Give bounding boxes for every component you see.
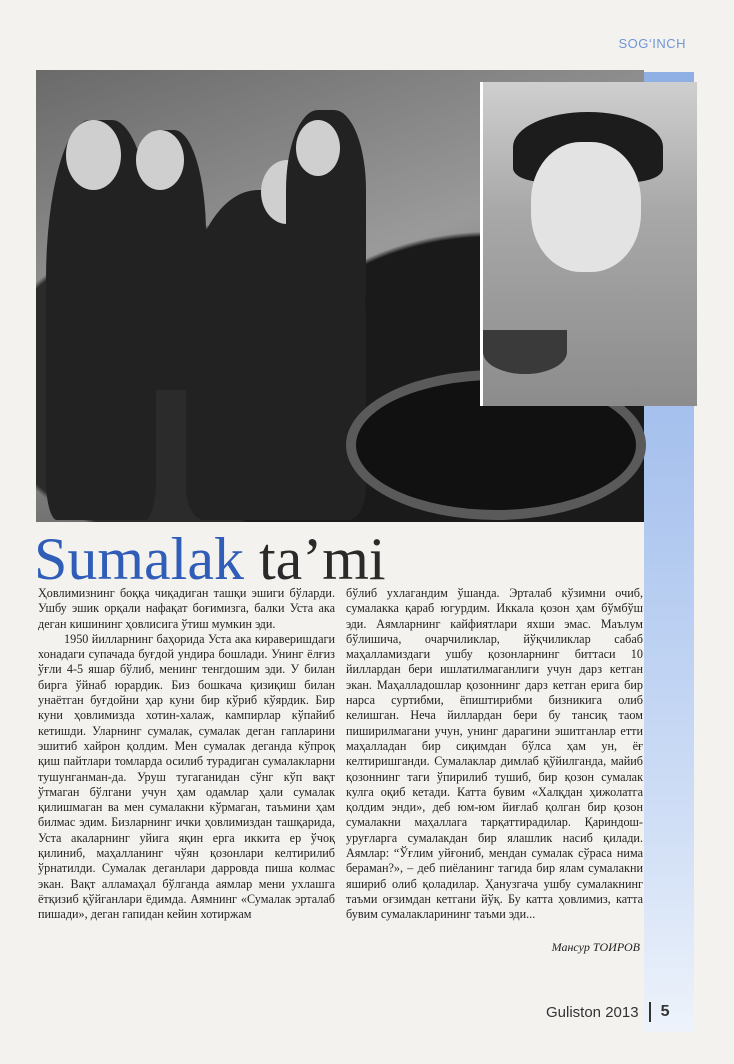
page-number: 5 [660, 1003, 670, 1020]
girl-tasting-photo [480, 82, 697, 406]
page-footer [546, 1002, 669, 1022]
paragraph: бўлиб ухлагандим ўшанда. Эрталаб кўзимни очиб, сумалакка қараб югурдим. Иккала қозон ҳам бўмбўш эди. Аямларнинг кайфиятлари яхши эмас. Маълум бўлишича, очарчиликлар, йўқчиликлар сабаб маҳалламиздаги ушбу қозонларнинг биттаси 10 йиллардан бери ишлатилмаганлиги учун дарз кетган экан. Маҳалладошлар қозоннинг дарз кетган ерига бир нарса суртибми, ёпиштирибми бизникига олиб келишган. Неча йиллардан бери бу тансиқ таом пиширилмагани учун, унинг дарагини эшитганлар етти маҳалладан бир сиқимдан бўлса ҳам ун, ёғ келтиришганди. Сумалаклар димлаб қўйилганда, майиб қозоннинг таги ўпирилиб тушиб, бир қозон сумалак кулга оқиб кетади. Катта бувим «Халқдан ҳижолатга қолдим энди», деб юм-юм йиғлаб қолган бир қозон сумалакни маҳаллага тарқаттирадилар. Қариндош-уруғларга сумалакдан бир ялашлик насиб қилади. Аямлар: “Ўғлим уйғониб, мендан сумалак сўраса нима бераман?», – деб пиёланинг тагида бир ялам сумалакни яшириб олиб қоладилар. Ҳанузгача ушбу сумалакнинг таъми оғзимдан кетгани йўқ. Бу катта ҳовлимиз, катта бувим сумалакларининг таъми эди... [346, 586, 643, 922]
article-column-right [346, 586, 643, 923]
paragraph: Ҳовлимизнинг боққа чиқадиган ташқи эшиги бўларди. Ушбу эшик орқали нафақат боғимизга, балки Уста ака деган кишининг ҳовлисига ўтиш мумкин эди. [38, 586, 335, 631]
woman-face [136, 130, 184, 190]
paragraph: 1950 йилларнинг баҳорида Уста ака кираверишдаги хонадаги супачада буғдой ундира бошлади. Унинг ёлғиз ўғли 4-5 яшар бўлиб, менинг тенгдошим эди. У билан бирга ўйнаб юрардик. Биз бошкача қизиқиш билан унаётган буғдойни ҳар куни бир кўриб кўярдик. Бир куни ҳовлимизда хотин-халаж, кампирлар кўпайиб кетишди. Уларнинг сумалак, сумалак деган гапларини эшитиб хайрон қолдим. Мен сумалак деганда кўпроқ қиш пайтлари томларда осилиб турадиган сумалакларни тушунганман-да. Уруш тугаганидан сўнг кўп вақт ўтмаган бўлгани учун ҳам одамлар ҳали сумалак қилишмаган ва мен сумалакни кўрмаган, таъмини ҳам билмас эдим. Бизларнинг ички ҳовлимиздан ташқарида, Уста акаларнинг уйига яқин ерга иккита ер ўчоқ қилиниб, маҳалланинг чўян қозонлари келтирилиб ўрнатилди. Сумалак деганлари дарровда пиша колмас экан. Вақт алламаҳал бўлганда аямлар мени ухлашга ётқизиб қўйганлари ёдимда. Аямнинг «Сумалак эрталаб пишади», деган гапидан кейин хотиржам [38, 631, 335, 922]
woman-face [66, 120, 121, 190]
section-tag: SOG‘INCH [618, 36, 686, 51]
article-title-word2: ta’mi [243, 526, 386, 592]
article-column-left [38, 586, 335, 923]
article-title [34, 524, 386, 594]
author-signature: Мансур ТОИРОВ [551, 940, 640, 954]
woman-face [296, 120, 340, 176]
footer-divider [649, 1002, 651, 1022]
article-title-word1: Sumalak [34, 526, 244, 592]
bowl [483, 330, 567, 374]
magazine-name: Guliston 2013 [546, 1003, 639, 1021]
girl-face [531, 142, 641, 272]
